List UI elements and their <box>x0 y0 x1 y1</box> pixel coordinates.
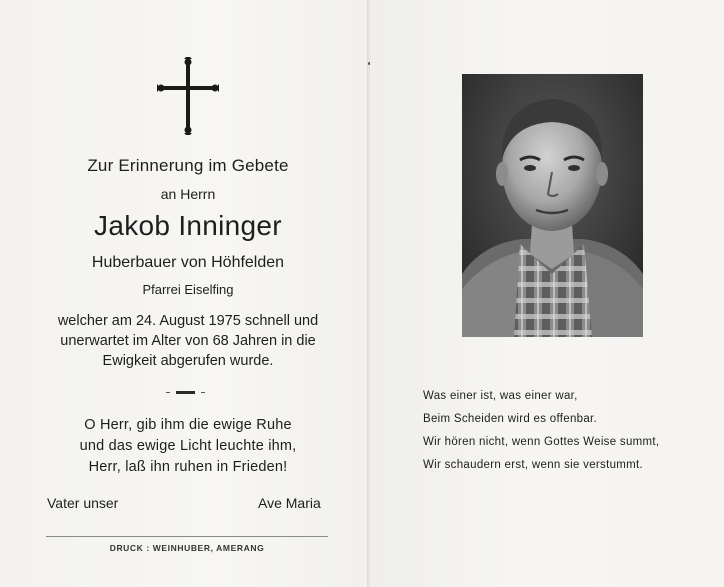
portrait-photo <box>462 74 643 337</box>
prayer-line: Herr, laß ihn ruhen in Frieden! <box>88 459 288 475</box>
verse-line: Beim Scheiden wird es offenbar. <box>423 413 598 425</box>
prayer-right-label: Ave Maria <box>258 495 321 511</box>
divider-tick <box>201 392 205 393</box>
verse <box>423 385 659 477</box>
verse-line: Wir hören nicht, wenn Gottes Weise summt, <box>423 436 660 448</box>
prayer <box>40 415 336 478</box>
divider-tick <box>166 392 170 393</box>
deceased-title: Huberbauer von Höhfelden <box>91 254 285 271</box>
printer-credit: DRUCK : WEINHUBER, AMERANG <box>109 543 265 553</box>
verse-line: Was einer ist, was einer war, <box>423 390 578 402</box>
heading: Zur Erinnerung im Gebete <box>87 156 289 175</box>
parish: Pfarrei Eiselfing <box>142 282 234 297</box>
death-line: Ewigkeit abgerufen wurde. <box>102 353 274 369</box>
prayer-left-label: Vater unser <box>47 495 119 511</box>
section-divider <box>176 391 195 394</box>
deceased-name: Jakob Inninger <box>94 210 282 241</box>
prayer-line: O Herr, gib ihm die ewige Ruhe <box>84 417 292 433</box>
salutation: an Herrn <box>160 186 216 202</box>
verse-line: Wir schaudern erst, wenn sie verstummt. <box>423 459 644 471</box>
portrait-image <box>462 74 643 337</box>
death-notice <box>40 311 336 371</box>
cross-icon <box>157 57 219 135</box>
death-line: welcher am 24. August 1975 schnell und <box>57 313 319 329</box>
prayer-line: und das ewige Licht leuchte ihm, <box>79 438 297 454</box>
death-line: unerwartet im Alter von 68 Jahren in die <box>60 333 316 349</box>
footer-rule <box>46 536 328 537</box>
